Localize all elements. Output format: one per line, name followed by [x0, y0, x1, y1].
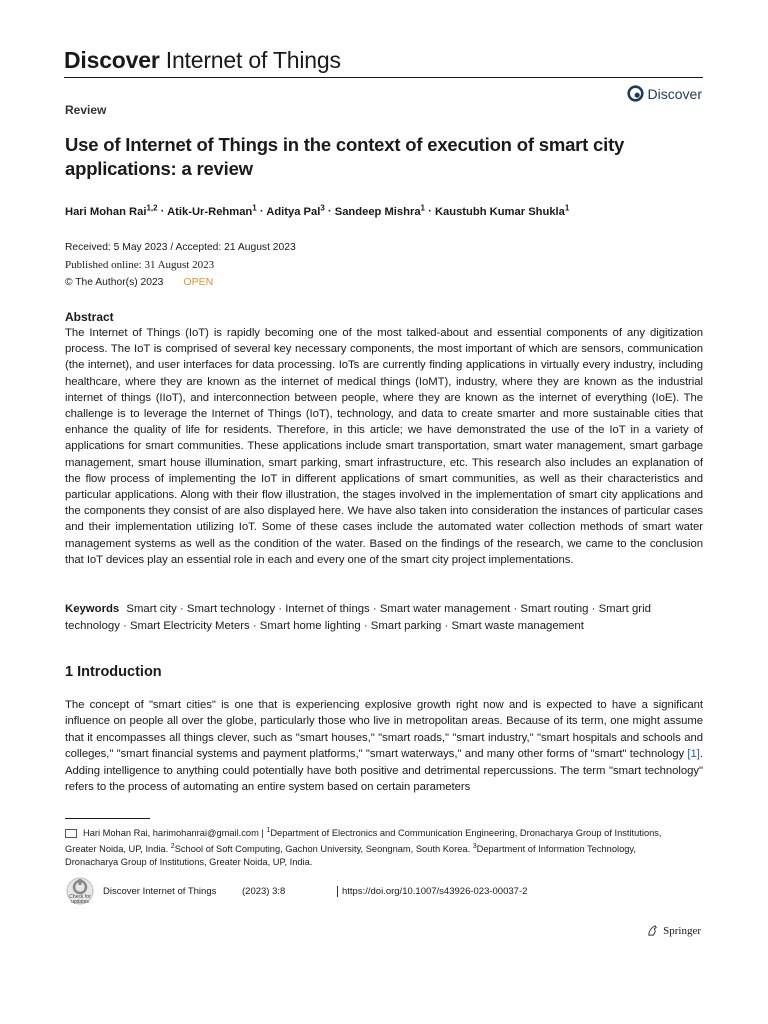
keywords-label: Keywords: [65, 603, 120, 615]
discover-logo[interactable]: [627, 85, 702, 102]
publisher-logo[interactable]: [646, 924, 701, 937]
publisher-name: Springer: [663, 924, 701, 937]
footer-citation: (2023) 3:8: [242, 886, 286, 897]
discover-logo-icon: [627, 85, 644, 102]
journal-title: Discover Internet of Things: [64, 47, 341, 73]
footnote-divider: [65, 818, 150, 819]
author[interactable]: Hari Mohan Rai$^{1,2}$: [65, 203, 158, 218]
open-access-badge[interactable]: OPEN: [183, 276, 214, 288]
section-heading-introduction: 1 Introduction: [65, 664, 162, 680]
abstract-heading: Abstract: [65, 310, 114, 324]
check-for-updates-label: Check for updates: [69, 894, 91, 905]
author[interactable]: Aditya Pal$^3$: [266, 203, 325, 218]
keywords: [65, 601, 705, 634]
springer-horse-icon: [646, 924, 659, 937]
copyright-line: © The Author(s) 2023 OPEN: [65, 276, 214, 288]
article-history: [65, 239, 296, 292]
correspondence[interactable]: Hari Mohan Rai, harimohanrai@gmail.com |: [83, 828, 264, 839]
article-type: Review: [65, 103, 107, 117]
citation-link[interactable]: [1]: [687, 748, 700, 761]
doi-link[interactable]: https://doi.org/10.1007/s43926-023-00037-2: [337, 886, 527, 897]
introduction-text: The concept of "smart cities" is one that is experiencing explosive growth right now and is expected to have a significant influence on people all over the globe, particularly those who live in metropolitan areas. Because of its term, one might assume that it encompasses all things clever, such as "smart houses," "smart roads," "smart industry," "smart hospitals and schools and colleges," "smart financial systems and payment platforms," "smart waterways," and many other forms of "smart" technology [1]. Adding intelligence to anything could potentially have both positive and detrimental repercussions. The term "smart technology" refers to the process of automating an entire system based on certain parameters: [65, 699, 703, 794]
published-date: Published online: 31 August 2023: [65, 258, 215, 271]
keywords-text: Smart city · Smart technology · Internet of things · Smart water management · Smart routing · Smart grid technology · Smart Electricity Meters · Smart home lighting · Smart parking · Smart waste management: [65, 603, 651, 632]
discover-logo-text: Discover: [647, 85, 702, 102]
author[interactable]: Sandeep Mishra$^1$: [334, 203, 425, 218]
received-date: Received: 5 May 2023 / Accepted: 21 August 2023: [65, 242, 296, 253]
author[interactable]: Kaustubh Kumar Shukla$^1$: [434, 203, 570, 218]
header-divider: [64, 77, 703, 78]
author-list: Hari Mohan Rai$^{1,2}$ · Atik-Ur-Rehman$^1$ · Aditya Pal$^3$ · Sandeep Mishra$^1$ · Kaustubh Kumar Shukla$^1$: [65, 203, 570, 218]
article-title: Use of Internet of Things in the context of execution of smart city applications: a review: [65, 134, 625, 179]
footer-journal: Discover Internet of Things: [103, 886, 217, 897]
author[interactable]: Atik-Ur-Rehman$^1$: [167, 203, 257, 218]
footnote: Hari Mohan Rai, harimohanrai@gmail.com | $^1$Department of Electronics and Communication Engineering, Dronacharya Group of Institutions, Greater Noida, UP, India. $^2$School of Soft Computing, Gachon University, Seongnam, South Korea. $^3$Department of Information Technology, Dronacharya Group of Institutions, Greater Noida, UP, India.: [65, 827, 662, 868]
envelope-icon: [65, 829, 77, 838]
abstract-text: The Internet of Things (IoT) is rapidly becoming one of the most talked-about and essential components of any digitization process. The IoT is comprised of several key necessary components, the most important of which are sensors, communication (the internet), and user interfaces for data processing. IoTs are currently finding applications in virtually every industry, including healthcare, where they are known as the internet of medical things (IoMT), industry, where they are known as the industrial internet of things (IIoT), and interconnection between people, where they are known as the internet of everything (IoE). The challenge is to leverage the Internet of Things (IoT), technology, and data to create smarter and more sustainable cities that enhance the quality of life for residents. Therefore, in this article; we have demonstrated the use of the IoT in a variety of applications for smart communities. These applications include smart transportation, smart water management, smart garbage management, smart house illumination, smart parking, smart infrastructure, etc. This research also includes an explanation of the flow process of implementing the IoT in different applications of smart communities, as well as their characteristics and particular applications. Along with their flow illustration, the stages involved in the implementation of smart city applications and the components they consist of are also displayed here. We have also taken into consideration the instances of particular cases and their implementation utilizing IoT. Some of these cases include the automated water collection methods of smart water management systems as well as the condition of the water. Based on the findings of the research, we came to the conclusion that IoT devices play an essential role in each and every one of the smart city project implementations.: [65, 327, 703, 566]
